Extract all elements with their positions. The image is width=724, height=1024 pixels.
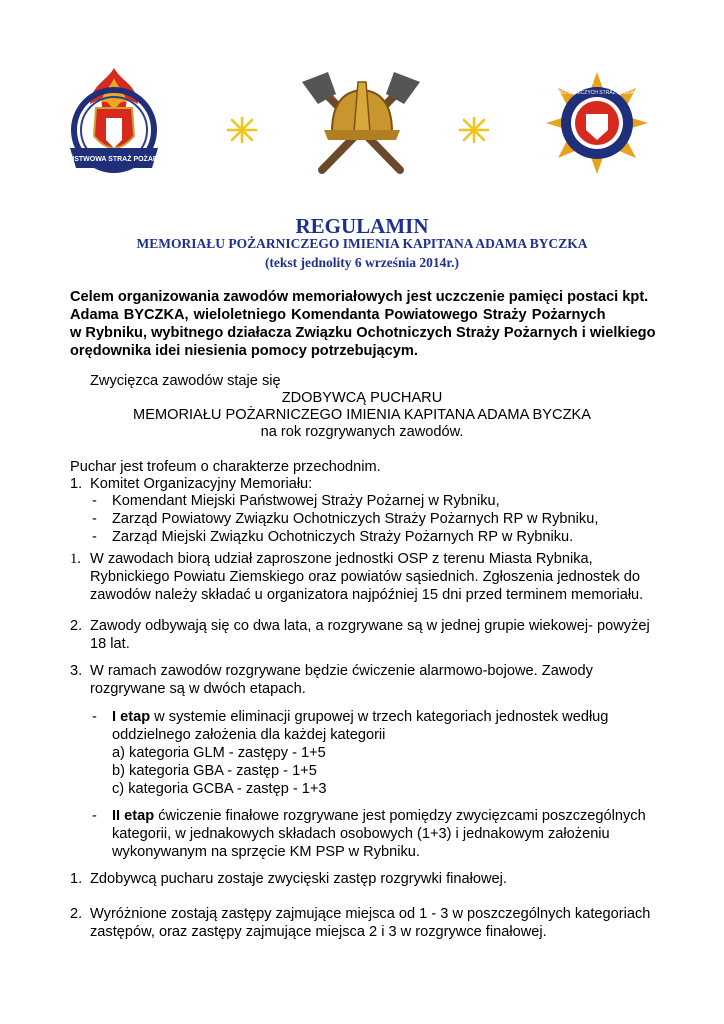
stage-2-line-3: wykonywanym na sprzęcie KM PSP w Rybniku.: [112, 844, 420, 860]
point-4-line: Zdobywcą pucharu zostaje zwycięski zastęp rozgrywki finałowej.: [90, 871, 507, 887]
committee-member: Zarząd Powiatowy Związku Ochotniczych Straży Pożarnych RP w Rybniku,: [112, 511, 599, 527]
point-5-line: zastępów, oraz zastępy zajmujące miejsca 2 i 3 w rozgrywce finałowej.: [90, 924, 547, 940]
intro-line-1: Celem organizowania zawodów memoriałowych jest uczczenie pamięci postaci kpt.: [70, 289, 649, 305]
stage-1-category: a) kategoria GLM - zastępy - 1+5: [112, 745, 326, 761]
stage-2-text: ćwiczenie finałowe rozgrywane jest pomiędzy zwycięzcami poszczególnych: [154, 808, 646, 824]
stage-2-line-2: kategorii, w jednakowych składach osobowych (1+3) i jednakowym założeniu: [112, 826, 610, 842]
committee-member: Zarząd Miejski Związku Ochotniczych Straży Pożarnych RP w Rybniku.: [112, 529, 574, 545]
ornament-left-icon: [222, 112, 262, 148]
point-1-line: Rybnickiego Powiatu Ziemskiego oraz powiatów sąsiednich. Zgłoszenia jednostek do: [90, 569, 640, 585]
intro-line-2: Adama BYCZKA, wieloletniego Komendanta Powiatowego Straży Pożarnych: [70, 307, 606, 323]
point-2-line: Zawody odbywają się co dwa lata, a rozgrywane są w jednej grupie wiekowej- powyżej: [90, 618, 650, 634]
committee-label: Komitet Organizacyjny Memoriału:: [90, 476, 313, 492]
helmet-axes-emblem: [300, 70, 422, 174]
stage-dash: -: [92, 808, 97, 824]
psp-emblem-text: PAŃSTWOWA STRAŻ POŻARNA: [59, 156, 169, 163]
winner-title-line-1: ZDOBYWCĄ PUCHARU: [281, 390, 443, 406]
point-1-line: W zawodach biorą udział zaproszone jednostki OSP z terenu Miasta Rybnika,: [90, 551, 593, 567]
document-version-note: (tekst jednolity 6 września 2014r.): [264, 255, 460, 270]
winner-title-line-3: na rok rozgrywanych zawodów.: [260, 424, 464, 440]
stage-2-line-1: [112, 807, 646, 825]
committee-dash: -: [92, 493, 97, 509]
committee-dash: -: [92, 529, 97, 545]
point-number: 1.: [70, 551, 81, 567]
winner-title-line-2: MEMORIAŁU POŻARNICZEGO IMIENIA KAPITANA ADAMA BYCZKA: [133, 407, 591, 423]
point-3-line: rozgrywane są w dwóch etapach.: [90, 681, 306, 697]
stage-2-label: II etap: [112, 808, 155, 824]
stage-1-label: I etap: [112, 709, 151, 725]
point-number: 2.: [70, 618, 83, 634]
zosp-emblem-logo: [533, 70, 661, 176]
zosp-emblem-text: ZWIĄZEK OCHOTNICZYCH STRAŻY POŻARNYCH RP: [533, 90, 661, 96]
point-2-line: 18 lat.: [90, 636, 130, 652]
point-1-line: zawodów należy składać u organizatora najpóźniej 15 dni przed terminem memoriału.: [90, 587, 644, 603]
intro-line-3: w Rybniku, wybitnego działacza Związku Ochotniczych Straży Pożarnych i wielkiego: [70, 325, 656, 341]
document-subtitle: MEMORIAŁU POŻARNICZEGO IMIENIA KAPITANA ADAMA BYCZKA: [136, 236, 588, 251]
stage-dash: -: [92, 709, 97, 725]
point-number: 2.: [70, 906, 83, 922]
stage-1-line-2: oddzielnego założenia dla każdej kategorii: [112, 727, 386, 743]
winner-lead: Zwycięzca zawodów staje się: [90, 373, 281, 389]
point-number: 3.: [70, 663, 83, 679]
committee-member: Komendant Miejski Państwowej Straży Pożarnej w Rybniku,: [112, 493, 500, 509]
stage-1-text: w systemie eliminacji grupowej w trzech kategoriach jednostek według: [150, 709, 609, 725]
stage-1-category: b) kategoria GBA - zastęp - 1+5: [112, 763, 317, 779]
point-3-line: W ramach zawodów rozgrywane będzie ćwiczenie alarmowo-bojowe. Zawody: [90, 663, 593, 679]
stage-1-category: c) kategoria GCBA - zastęp - 1+3: [112, 781, 327, 797]
committee-number: 1.: [70, 476, 83, 492]
trophy-note: Puchar jest trofeum o charakterze przechodnim.: [70, 459, 381, 475]
document-title: REGULAMIN: [295, 214, 429, 238]
psp-emblem-logo: [59, 64, 169, 176]
point-5-line: Wyróżnione zostają zastępy zajmujące miejsca od 1 - 3 w poszczególnych kategoriach: [90, 906, 651, 922]
committee-dash: -: [92, 511, 97, 527]
ornament-right-icon: [454, 112, 494, 148]
stage-1-line-1: [112, 708, 608, 726]
intro-line-4: orędownika idei niesienia pomocy potrzebującym.: [70, 343, 418, 359]
point-number: 1.: [70, 871, 83, 887]
